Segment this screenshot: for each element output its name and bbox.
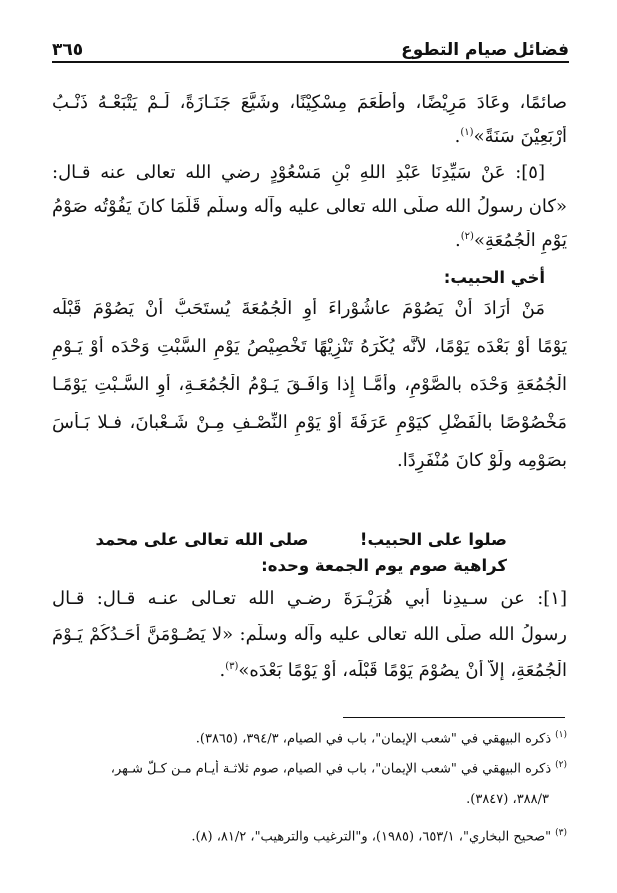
akhi-line-5: بصَوْمِه ولَوْ كانَ مُنْفَرِدًا.	[397, 450, 567, 471]
section-text-end: الْجُمُعَةِ، إلاّ أَنْ يصُوْمَ يَوْمًا قَبْلَه، أَوْ يَوْمًا بَعْدَه»	[238, 660, 567, 681]
running-header	[52, 26, 569, 60]
footnote-2-number: (٢)	[555, 760, 567, 770]
akhi-line-2: يَوْمًا أَوْ بَعْدَه يَوْمًا، لأنَّه يُكْرَهُ تَنْزِيْهًا تَخْصِيْصُ يَوْمِ السَّبْتِ وَحْدَه أَوْ يَـوْمِ	[52, 336, 567, 357]
footnote-ref-2: (٢)	[460, 231, 474, 242]
hadith5-text-end: يَوْمِ الْجُمُعَةِ»	[473, 230, 567, 251]
footnote-2	[52, 760, 567, 776]
hadith5-period: .	[455, 230, 461, 251]
akhi-line-1: مَنْ أَرَادَ أَنْ يَصُوْمَ عاشُوْراءَ أَوِ الْجُمُعَةَ يُستَحَبُّ أَنْ يَصُوْمَ قَبْلَه	[52, 298, 545, 319]
hadith4-line-2	[52, 126, 567, 156]
salawat-right: صلى الله تعالى على محمد	[95, 530, 309, 549]
page-number: ٣٦٥	[52, 40, 84, 60]
footnote-2-text: ذكره البيهقي في "شعب الإيمان"، باب في الصيام، صوم ثلاثـة أيـام مـن كـلّ شـهر،	[110, 761, 552, 777]
salawat-row	[52, 530, 567, 556]
section-line-1: [١]: عن سـيدِنا أبي هُرَيْـرَةَ رضـي الله تعـالى عنـه قـال: قـال	[52, 588, 567, 609]
footnote-3	[52, 828, 567, 844]
hadith4-line-1: صائمًا، وعَادَ مَرِيْضًا، وأَطْعَمَ مِسْكِيْنًا، وشَيَّعَ جَنَـازَةً، لَـمْ يَتْبَعْـهُ ذَنْـبُ	[52, 92, 567, 113]
footnote-1-text: ذكره البيهقي في "شعب الإيمان"، باب في الصيام، ٣٩٤/٣، (٣٨٦٥).	[195, 731, 552, 747]
footnote-divider	[343, 717, 565, 718]
hadith4-text-end: أَرْبَعِيْنَ سَنَةً»	[473, 126, 567, 147]
hadith5-line-1: [٥]: عَنْ سَيِّدِنَا عَبْدِ اللهِ بْنِ مَسْعُوْدٍ رضي الله تعالى عنه قـال:	[52, 162, 545, 183]
footnote-3-text: "صحيح البخاري"، ٦٥٣/١، (١٩٨٥)، و"الترغيب والترهيب"، ٨١/٢، (٨).	[191, 829, 552, 845]
footnote-ref-1: (١)	[460, 127, 474, 138]
hadith5-line-2: «كان رسولُ الله صلّى الله تعالى عليه وآله وسلّم قَلَّمَا كانَ يَفُوْتُه صَوْمُ	[52, 196, 567, 217]
akhi-heading: أخي الحبيب:	[443, 268, 545, 287]
salawat-left: صلوا على الحبيب!	[359, 530, 507, 549]
akhi-line-3: الْجُمُعَةِ وَحْدَه بالصَّوْمِ، وأَمَّـا إِذا وَافَـقَ يَـوْمُ الْجُمُعَـةِ، أَوِ السَّـبْتِ يَوْمًـا	[52, 374, 567, 395]
footnote-1	[52, 730, 567, 746]
footnote-ref-3: (٣)	[225, 661, 239, 672]
footnote-2-continued: ٣٨٨/٣، (٣٨٤٧).	[466, 792, 549, 807]
section-period: .	[219, 660, 226, 681]
hadith4-period: .	[454, 126, 461, 147]
header-title: فضائل صيام التطوع	[401, 40, 569, 60]
header-divider	[52, 61, 569, 63]
section-line-3	[52, 660, 567, 690]
hadith5-line-3	[52, 230, 567, 260]
section-line-2: رسولُ الله صلّى الله تعالى عليه وآله وسلّم: «لا يَصُـوْمَنَّ أَحَـدُكُمْ يَـوْمَ	[52, 624, 567, 645]
section-heading: كراهية صوم يوم الجمعة وحده:	[261, 556, 507, 575]
footnote-3-number: (٣)	[555, 828, 567, 838]
footnote-1-number: (١)	[555, 730, 567, 740]
akhi-line-4: مَخْصُوْصًا بالْفَضْلِ كيَوْمِ عَرَفَةَ أَوْ يَوْمِ النِّصْـفِ مِـنْ شَـعْبانَ، فـلا بَـأْسَ	[52, 412, 567, 433]
